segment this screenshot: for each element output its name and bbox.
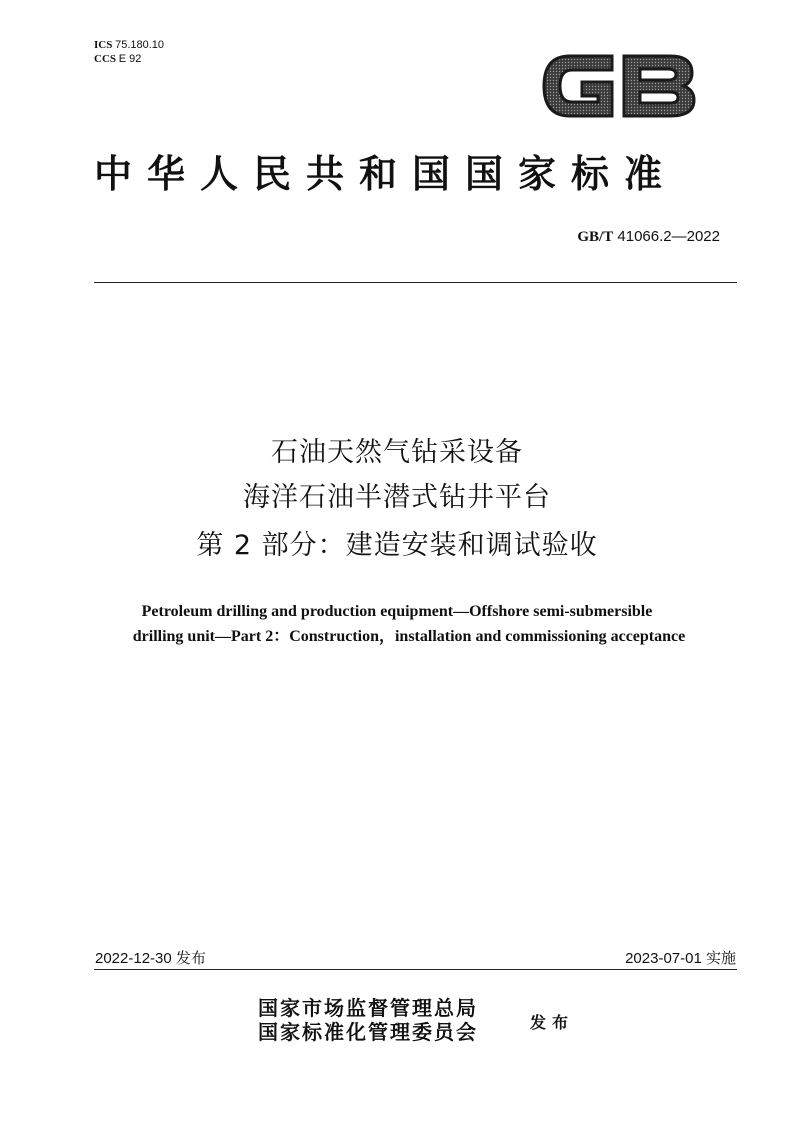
implementation-date: 2023-07-01 实施 <box>625 950 736 967</box>
ics-value: 75.180.10 <box>115 39 165 51</box>
header-divider <box>94 282 737 283</box>
title-cn-line2: 海洋石油半潜式钻井平台 <box>243 482 551 513</box>
ccs-label: CCS <box>94 53 117 65</box>
gb-logo-icon <box>540 46 700 126</box>
ics-code <box>94 38 164 52</box>
issue-word: 发布 <box>530 1013 575 1032</box>
issue-date: 2022-12-30 发布 <box>95 950 206 967</box>
title-en-line1: Petroleum drilling and production equipment—Offshore semi-submersible <box>141 603 653 620</box>
national-standard-title: 中华人民共和国国家标准 <box>94 151 678 196</box>
ccs-code <box>94 52 164 66</box>
issuer-samr: 国家市场监督管理总局 <box>258 996 478 1020</box>
title-en-line2: drilling unit—Part 2：Construction，installation and commissioning acceptance <box>132 628 686 645</box>
title-cn-line3: 第 2 部分：建造安装和调试验收 <box>196 530 598 561</box>
title-cn-line1: 石油天然气钻采设备 <box>271 437 523 468</box>
ccs-value: E 92 <box>118 53 142 65</box>
footer-divider <box>94 969 737 970</box>
issuer-sac: 国家标准化管理委员会 <box>258 1020 478 1044</box>
standard-number-value: 41066.2—2022 <box>617 228 720 245</box>
ics-label: ICS <box>94 39 113 51</box>
standard-number <box>577 228 720 246</box>
standard-prefix: GB/T <box>577 229 614 245</box>
classification-codes <box>94 38 164 66</box>
